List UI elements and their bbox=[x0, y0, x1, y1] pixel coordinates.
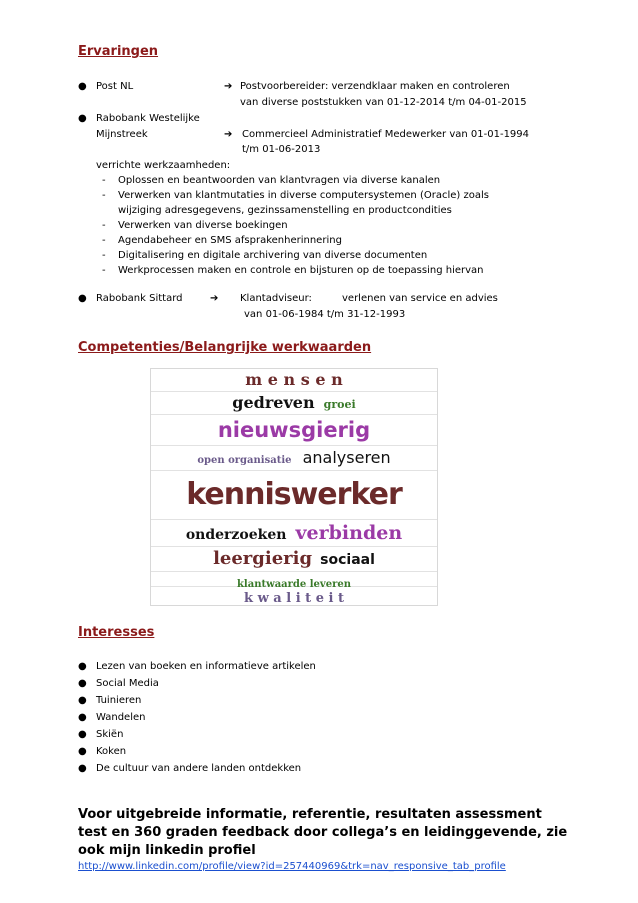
task-item: Oplossen en beantwoorden van klantvragen via diverse kanalen bbox=[118, 175, 441, 186]
word-cloud-row bbox=[151, 415, 437, 446]
task-item: Verwerken van diverse boekingen bbox=[118, 220, 288, 231]
word-klantwaarde-leveren: klantwaarde leveren bbox=[236, 579, 351, 590]
arrow-right-icon: ➔ bbox=[210, 293, 219, 304]
arrow-right-icon: ➔ bbox=[224, 129, 233, 140]
arrow-right-icon: ➔ bbox=[224, 81, 233, 92]
task-item: Agendabeheer en SMS afsprakenherinnering bbox=[118, 235, 342, 246]
word-cloud bbox=[150, 368, 438, 606]
bullet-icon: ● bbox=[78, 113, 87, 124]
bullet-icon: ● bbox=[78, 678, 87, 689]
word-mensen: m e n s e n bbox=[245, 370, 343, 389]
rabobank-sittard-period: van 01-06-1984 t/m 31-12-1993 bbox=[244, 309, 406, 320]
word-cloud-row bbox=[151, 572, 437, 590]
rabobank-sittard-role: Klantadviseur: bbox=[240, 293, 312, 304]
bullet-icon: ● bbox=[78, 763, 87, 774]
closing-line-2: test en 360 graden feedback door collega’s en leidinggevende, zie bbox=[78, 825, 568, 840]
bullet-icon: ● bbox=[78, 661, 87, 672]
org-rabobank-westelijke-line2: Mijnstreek bbox=[96, 129, 148, 140]
word-cloud-row bbox=[151, 369, 437, 392]
interest-item: Tuinieren bbox=[96, 695, 142, 706]
rabobank-westelijke-role: Commercieel Administratief Medewerker van 01-01-1994 bbox=[242, 129, 530, 140]
org-post-nl: Post NL bbox=[96, 81, 134, 92]
word-cloud-row bbox=[151, 471, 437, 520]
word-kwaliteit: k w a l i t e i t bbox=[244, 591, 344, 606]
rabobank-westelijke-period: t/m 01-06-2013 bbox=[242, 144, 321, 155]
word-cloud-row bbox=[151, 587, 437, 605]
org-rabobank-sittard: Rabobank Sittard bbox=[96, 293, 183, 304]
word-open-organisatie: open organisatie bbox=[197, 455, 292, 466]
tasks-label: verrichte werkzaamheden: bbox=[96, 160, 231, 171]
dash-icon: - bbox=[102, 175, 106, 186]
word-groei: groei bbox=[323, 398, 356, 411]
word-leergierig: leergierig bbox=[213, 548, 313, 569]
bullet-icon: ● bbox=[78, 293, 87, 304]
linkedin-profile-link[interactable]: http://www.linkedin.com/profile/view?id=257440969&trk=nav_responsive_tab_profile bbox=[78, 861, 506, 872]
bullet-icon: ● bbox=[78, 695, 87, 706]
word-nieuwsgierig: nieuwsgierig bbox=[217, 418, 371, 442]
interest-item: De cultuur van andere landen ontdekken bbox=[96, 763, 302, 774]
task-item: Werkprocessen maken en controle en bijsturen op de toepassing hiervan bbox=[118, 265, 484, 276]
word-gedreven: gedreven bbox=[232, 393, 315, 412]
bullet-icon: ● bbox=[78, 746, 87, 757]
interest-item: Lezen van boeken en informatieve artikelen bbox=[96, 661, 316, 672]
rabobank-sittard-desc: verlenen van service en advies bbox=[342, 293, 498, 304]
post-nl-role: Postvoorbereider: verzendklaar maken en controleren bbox=[240, 81, 510, 92]
dash-icon: - bbox=[102, 190, 106, 201]
dash-icon: - bbox=[102, 220, 106, 231]
task-item: Verwerken van klantmutaties in diverse computersystemen (Oracle) zoals bbox=[118, 190, 489, 201]
dash-icon: - bbox=[102, 235, 106, 246]
word-cloud-row bbox=[151, 547, 437, 572]
bullet-icon: ● bbox=[78, 712, 87, 723]
interest-item: Wandelen bbox=[96, 712, 146, 723]
closing-line-1: Voor uitgebreide informatie, referentie, resultaten assessment bbox=[78, 807, 542, 822]
section-title-competenties: Competenties/Belangrijke werkwaarden bbox=[78, 340, 372, 355]
bullet-icon: ● bbox=[78, 81, 87, 92]
word-kenniswerker: kenniswerker bbox=[186, 477, 402, 512]
bullet-icon: ● bbox=[78, 729, 87, 740]
word-verbinden: verbinden bbox=[295, 522, 403, 544]
word-cloud-row bbox=[151, 520, 437, 547]
post-nl-period: van diverse poststukken van 01-12-2014 t/m 04-01-2015 bbox=[240, 97, 527, 108]
task-item-continued: wijziging adresgegevens, gezinssamenstelling en productcondities bbox=[118, 205, 452, 216]
word-cloud-row bbox=[151, 446, 437, 471]
task-item: Digitalisering en digitale archivering van diverse documenten bbox=[118, 250, 428, 261]
word-onderzoeken: onderzoeken bbox=[185, 527, 287, 543]
word-analyseren: analyseren bbox=[302, 448, 391, 467]
closing-line-3: ook mijn linkedin profiel bbox=[78, 843, 256, 858]
dash-icon: - bbox=[102, 250, 106, 261]
section-title-interesses: Interesses bbox=[78, 625, 155, 640]
section-title-ervaringen: Ervaringen bbox=[78, 44, 159, 59]
word-cloud-row bbox=[151, 392, 437, 415]
interest-item: Social Media bbox=[96, 678, 159, 689]
interest-item: Skiën bbox=[96, 729, 124, 740]
interest-item: Koken bbox=[96, 746, 127, 757]
org-rabobank-westelijke: Rabobank Westelijke bbox=[96, 113, 200, 124]
word-sociaal: sociaal bbox=[320, 552, 375, 568]
dash-icon: - bbox=[102, 265, 106, 276]
